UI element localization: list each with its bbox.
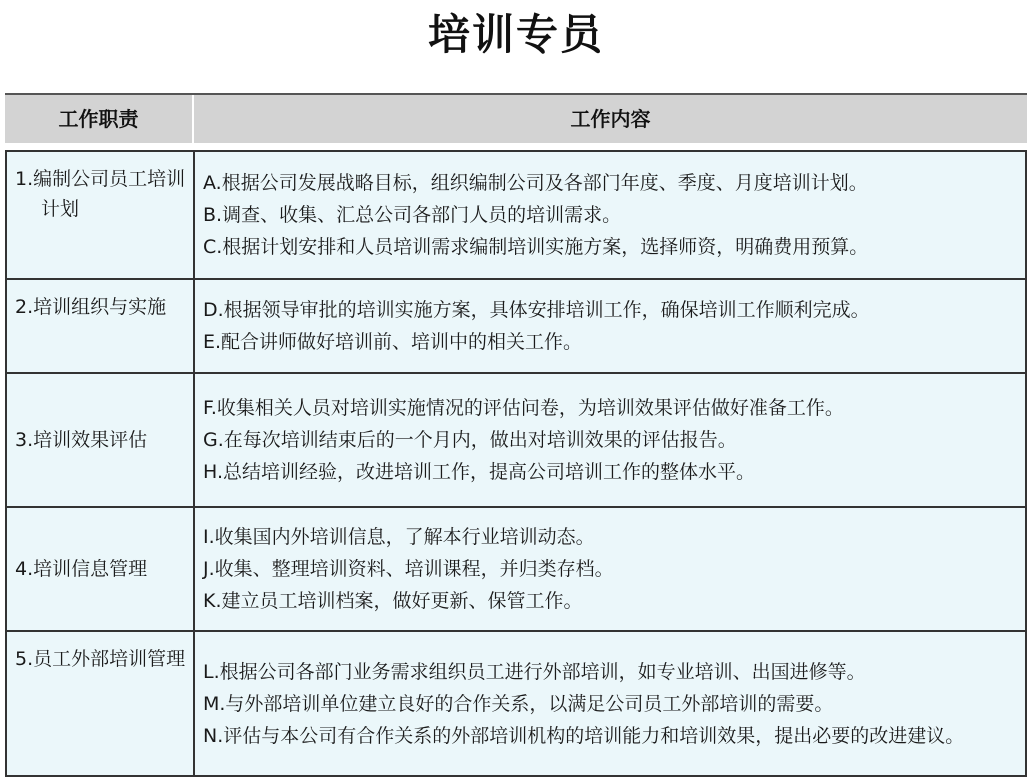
table-row [7,374,1025,508]
duty-label: 4.培训信息管理 [15,558,148,580]
duty-label: 3.培训效果评估 [15,429,148,451]
table-row [7,508,1025,632]
duty-cell [7,632,195,775]
content-cell [195,374,1025,506]
content-item: H.总结培训经验，改进培训工作，提高公司培训工作的整体水平。 [203,461,755,483]
content-item: I.收集国内外培训信息，了解本行业培训动态。 [203,526,595,548]
content-cell [195,632,1025,775]
table-row [7,632,1025,775]
content-item: D.根据领导审批的培训实施方案，具体安排培训工作，确保培训工作顺利完成。 [203,299,870,321]
content-item: E.配合讲师做好培训前、培训中的相关工作。 [203,331,583,353]
duty-cell [7,508,195,630]
duty-cell [7,152,195,278]
duty-label: 1.编制公司员工培训计划 [15,168,186,220]
content-item: M.与外部培训单位建立良好的合作关系，以满足公司员工外部培训的需要。 [203,692,834,715]
page-title: 培训专员 [427,10,604,59]
duty-cell [7,374,195,506]
header-content: 工作内容 [192,95,1027,143]
content-item: F.收集相关人员对培训实施情况的评估问卷，为培训效果评估做好准备工作。 [203,397,844,419]
content-cell [195,280,1025,372]
table-row [7,152,1025,280]
content-item: B.调查、收集、汇总公司各部门人员的培训需求。 [203,204,622,226]
content-item: L.根据公司各部门业务需求组织员工进行外部培训，如专业培训、出国进修等。 [203,660,866,683]
content-item: N.评估与本公司有合作关系的外部培训机构的培训能力和培训效果，提出必要的改进建议。 [203,724,965,747]
duty-label: 2.培训组织与实施 [15,296,167,318]
duty-cell [7,280,195,372]
content-item: C.根据计划安排和人员培训需求编制培训实施方案，选择师资，明确费用预算。 [203,236,869,258]
content-item: G.在每次培训结束后的一个月内，做出对培训效果的评估报告。 [203,429,737,451]
content-item: K.建立员工培训档案，做好更新、保管工作。 [203,590,583,612]
table-header [5,93,1027,143]
content-cell [195,152,1025,278]
content-item: J.收集、整理培训资料、培训课程，并归类存档。 [203,558,614,580]
duty-label: 5.员工外部培训管理 [15,648,186,670]
content-cell [195,508,1025,630]
header-duty: 工作职责 [58,107,139,131]
table-row [7,280,1025,374]
duty-table [5,150,1027,777]
content-item: A.根据公司发展战略目标，组织编制公司及各部门年度、季度、月度培训计划。 [203,172,868,194]
